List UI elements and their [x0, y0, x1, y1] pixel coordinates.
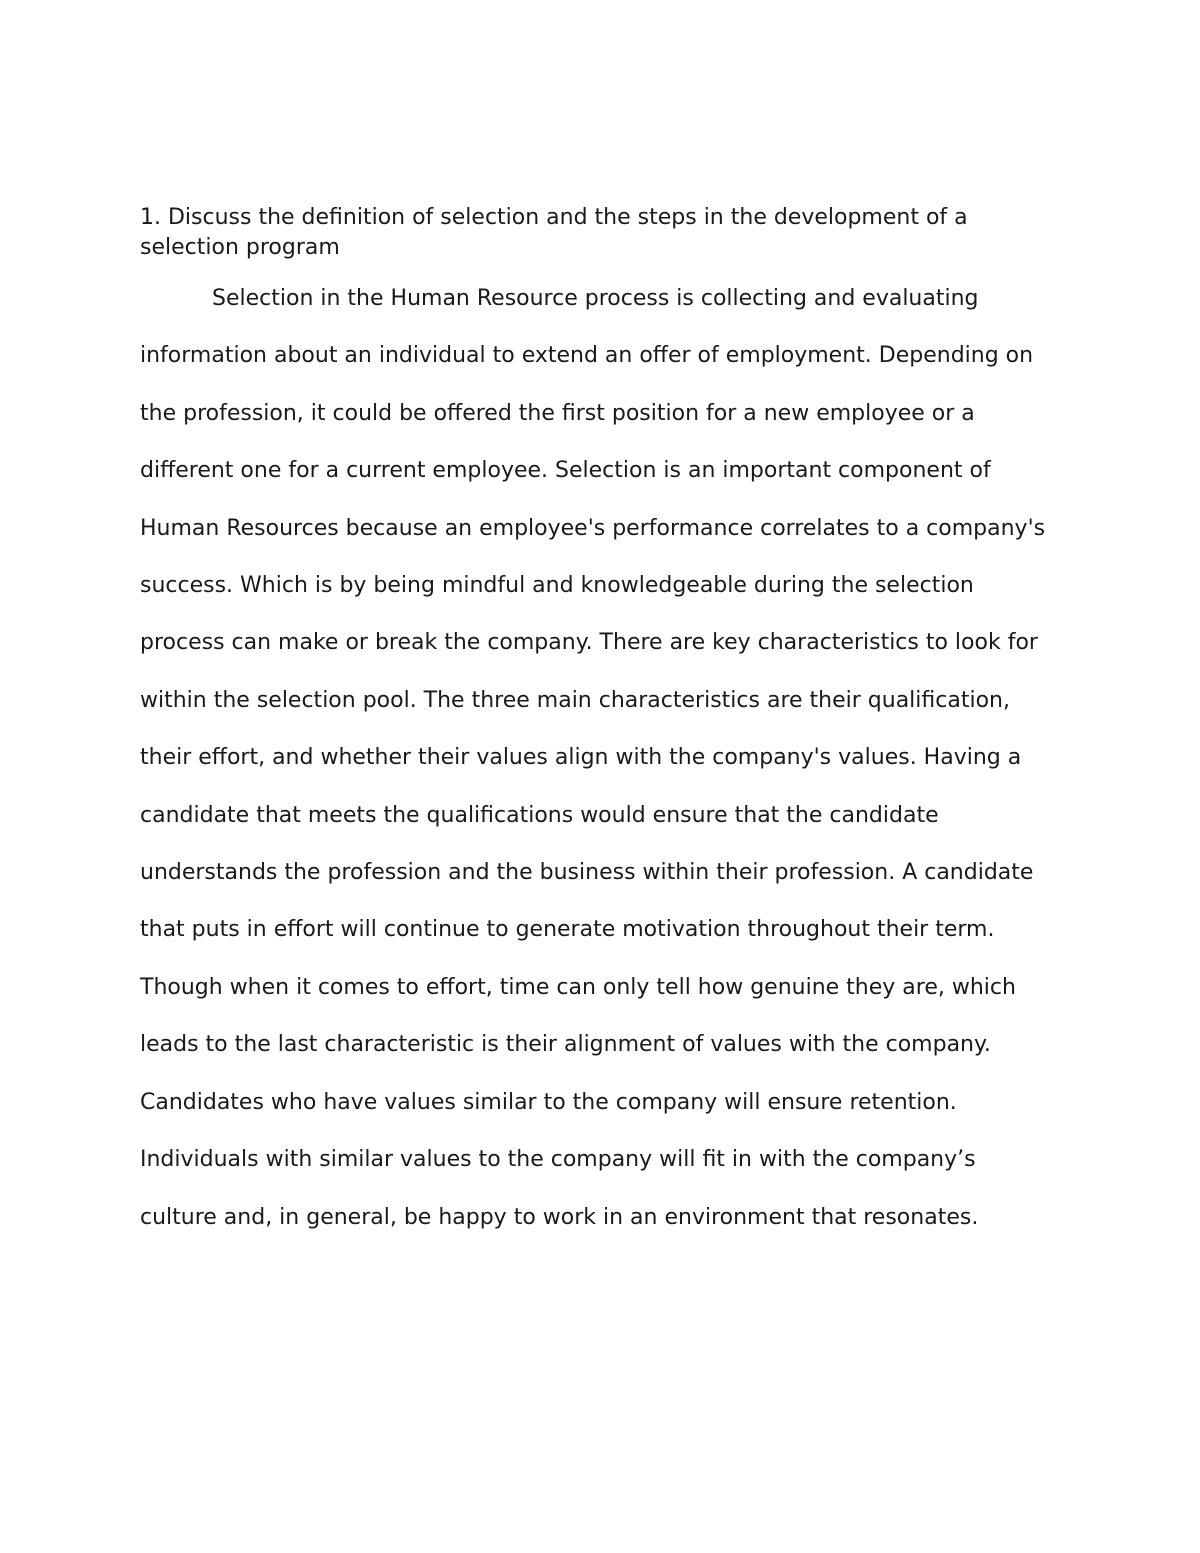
- question-heading: 1. Discuss the definition of selection and the steps in the development of a selection program: [140, 205, 968, 260]
- document-body: [140, 203, 1055, 1246]
- answer-paragraph: Selection in the Human Resource process is collecting and evaluating information about an individual to extend an offer of employment. Depending on the profession, it could be offered the first position for a new employee or a different one for a current employee. Selection is an important component of Human Resources because an employee's performance correlates to a company's success. Which is by being mindful and knowledgeable during the selection process can make or break the company. There are key characteristics to look for within the selection pool. The three main characteristics are their qualification, their effort, and whether their values align with the company's values. Having a candidate that meets the qualifications would ensure that the candidate understands the profession and the business within their profession. A candidate that puts in effort will continue to generate motivation throughout their term. Though when it comes to effort, time can only tell how genuine they are, which leads to the last characteristic is their alignment of values with the company. Candidates who have values similar to the company will ensure retention. Individuals with similar values to the company will fit in with the company’s culture and, in general, be happy to work in an environment that resonates.: [140, 286, 1046, 1230]
